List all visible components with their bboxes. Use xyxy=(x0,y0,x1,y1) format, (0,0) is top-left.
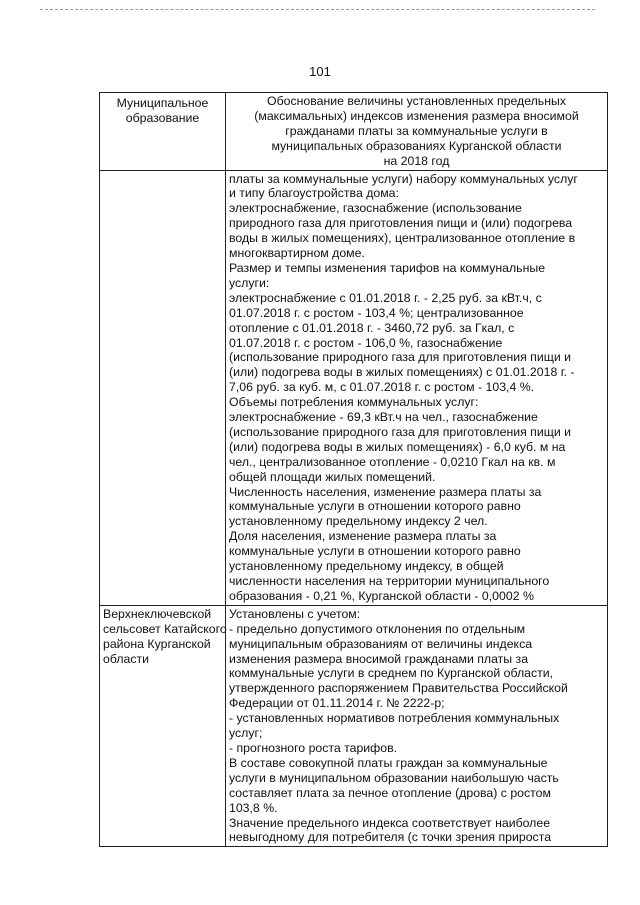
justification-cell xyxy=(226,605,608,847)
text-line: Доля населения, изменение размера платы за xyxy=(229,529,497,544)
text-line: Установлены с учетом: xyxy=(229,606,361,621)
text-line: электроснабжение - 69,3 кВт.ч на чел., газоснабжение xyxy=(229,410,538,425)
justification-cell xyxy=(226,170,608,605)
text-line: и типу благоустройства дома: xyxy=(229,186,399,201)
header-justification-line: на 2018 год xyxy=(383,153,450,168)
table-row xyxy=(100,605,608,847)
text-line: (или) подогрева воды в жилых помещениях) - 6,0 куб. м на xyxy=(229,439,566,454)
municipality-line: области xyxy=(103,651,149,666)
text-line: услуги: xyxy=(229,275,270,290)
text-line: - предельно допустимого отклонения по отдельным xyxy=(229,621,526,636)
text-line: коммунальные услуги в среднем по Курганской области, xyxy=(229,666,554,681)
text-line: услуг; xyxy=(229,726,263,741)
header-justification xyxy=(226,93,608,171)
text-line: электроснабжение с 01.01.2018 г. - 2,25 руб. за кВт.ч, с xyxy=(229,290,542,305)
text-line: муниципальным образованиям от величины индекса xyxy=(229,636,533,651)
municipality-line: Верхнеключевской xyxy=(103,606,212,621)
scan-artifact-line xyxy=(40,9,595,10)
municipality-cell xyxy=(100,605,226,847)
text-line: услуги в муниципальном образовании наибольшую часть xyxy=(229,770,559,785)
page-number: 101 xyxy=(309,64,331,79)
text-line: В составе совокупной платы граждан за коммунальные xyxy=(229,755,548,770)
table-row xyxy=(100,170,608,605)
header-municipality xyxy=(100,93,226,171)
text-line: Значение предельного индекса соответствует наиболее xyxy=(229,815,551,830)
table-header-row xyxy=(100,93,608,171)
text-line: 103,8 %. xyxy=(229,800,278,815)
municipality-cell xyxy=(100,170,226,605)
text-line: утвержденного распоряжением Правительства Российской xyxy=(229,681,568,696)
text-line: - установленных нормативов потребления коммунальных xyxy=(229,711,560,726)
header-municipality-line: образование xyxy=(125,110,200,125)
text-line: природного газа для приготовления пищи и (или) подогрева xyxy=(229,216,573,231)
text-line: Объемы потребления коммунальных услуг: xyxy=(229,395,479,410)
municipality-line: района Курганской xyxy=(103,636,211,651)
text-line: 7,06 руб. за куб. м, с 01.07.2018 г. с ростом - 103,4 %. xyxy=(229,380,535,395)
text-line: (использование природного газа для приготовления пищи и xyxy=(229,350,571,365)
header-justification-line: (максимальных) индексов изменения размера вносимой xyxy=(254,108,579,123)
text-line: изменения размера вносимой гражданами платы за xyxy=(229,651,529,666)
text-line: отопление с 01.01.2018 г. - 3460,72 руб. за Гкал, с xyxy=(229,320,515,335)
header-justification-line: гражданами платы за коммунальные услуги в xyxy=(285,123,548,138)
header-justification-line: муниципальных образованиях Курганской области xyxy=(271,138,562,153)
text-line: образования - 0,21 %, Курганской области - 0,0002 % xyxy=(229,588,534,603)
text-line: общей площади жилых помещений. xyxy=(229,469,436,484)
text-line: (или) подогрева воды в жилых помещениях) с 01.01.2018 г. - xyxy=(229,365,575,380)
text-line: невыгодному для потребителя (с точки зрения прироста xyxy=(229,830,552,845)
text-line: чел., централизованное отопление - 0,0210 Гкал на кв. м xyxy=(229,454,556,469)
justification-table xyxy=(99,92,608,847)
text-line: численности населения на территории муниципального xyxy=(229,574,550,588)
text-line: 01.07.2018 г. с ростом - 103,4 %; централизованное xyxy=(229,305,524,320)
municipality-line: сельсовет Катайского xyxy=(103,621,227,636)
text-line: коммунальные услуги в отношении которого равно xyxy=(229,544,521,559)
text-line: 01.07.2018 г. с ростом - 106,0 %, газоснабжение xyxy=(229,335,503,350)
text-line: Федерации от 01.11.2014 г. № 2222-р; xyxy=(229,696,445,711)
text-line: Численность населения, изменение размера платы за xyxy=(229,484,542,499)
text-line: установленному предельному индексу 2 чел. xyxy=(229,514,488,529)
header-justification-line: Обоснование величины установленных предельных xyxy=(267,94,566,108)
text-line: Размер и темпы изменения тарифов на коммунальные xyxy=(229,260,546,275)
text-line: многоквартирном доме. xyxy=(229,246,365,261)
text-line: (использование природного газа для приготовления пищи и xyxy=(229,424,571,439)
text-line: - прогнозного роста тарифов. xyxy=(229,740,398,755)
text-line: электроснабжение, газоснабжение (использование xyxy=(229,201,522,216)
text-line: установленному предельному индексу, в общей xyxy=(229,559,504,574)
header-municipality-line: Муниципальное xyxy=(116,96,209,110)
text-line: составляет плата за печное отопление (дрова) с ростом xyxy=(229,785,551,800)
text-line: платы за коммунальные услуги) набору коммунальных услуг xyxy=(229,171,578,186)
text-line: коммунальные услуги в отношении которого равно xyxy=(229,499,521,514)
text-line: воды в жилых помещениях), централизованное отопление в xyxy=(229,231,576,246)
